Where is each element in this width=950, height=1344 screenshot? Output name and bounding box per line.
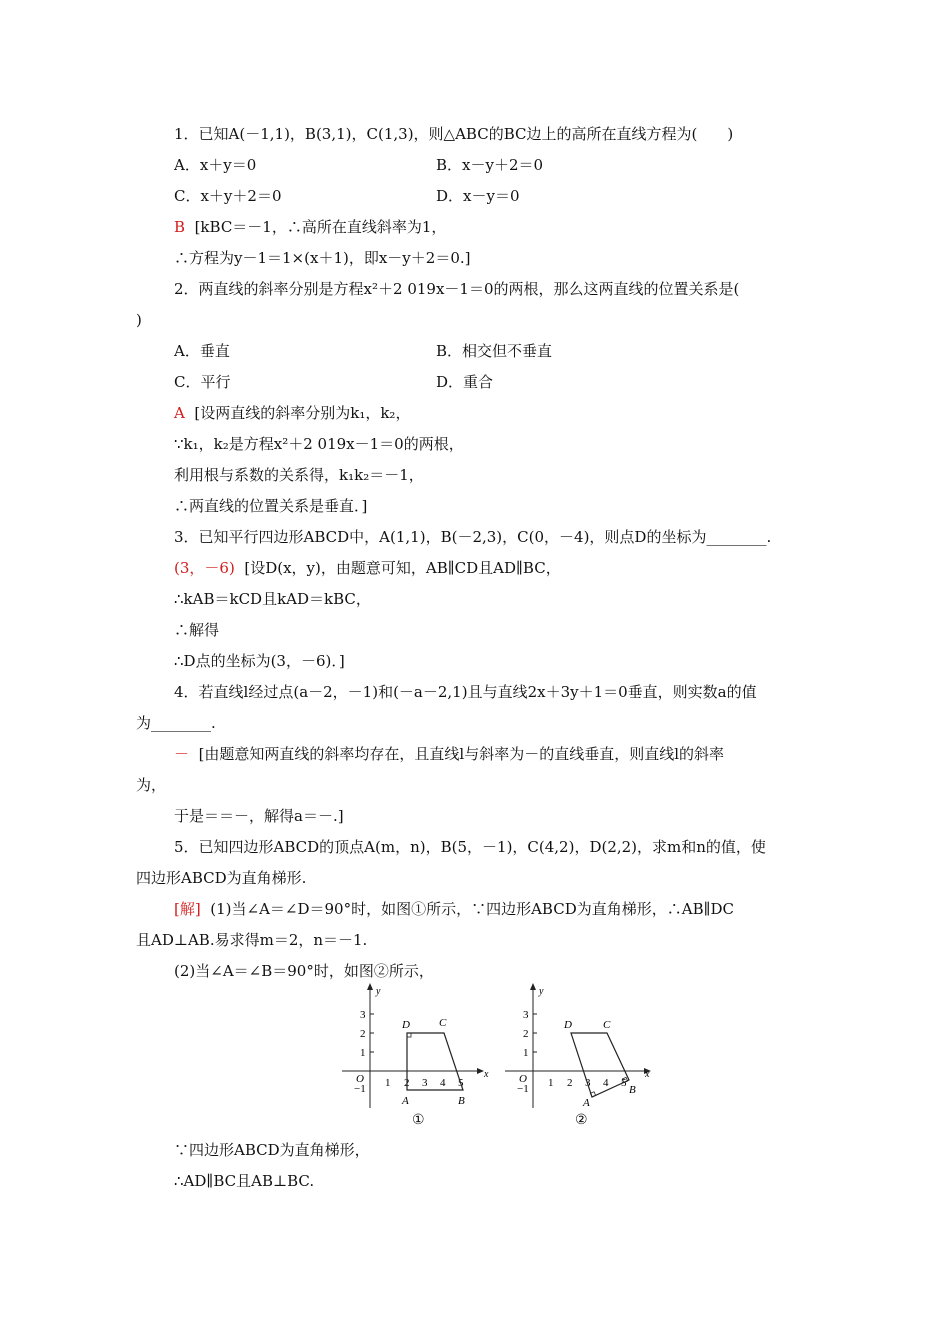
q2-sol3: 利用根与系数的关系得，k₁k₂＝－1， xyxy=(174,466,424,484)
q5-sol2: 且AD⊥AB.易求得m＝2，n＝－1. xyxy=(136,931,368,949)
fig2-label-b: B xyxy=(629,1084,636,1096)
q2-stem-cont: ) xyxy=(136,311,142,329)
q5-tag: [解] xyxy=(174,900,201,918)
fig2-xtick-4: 4 xyxy=(603,1077,609,1089)
q5-solution-line1 xyxy=(174,899,734,919)
q2-option-b: B．相交但不垂直 xyxy=(436,342,553,360)
fig2-ytick-neg1: −1 xyxy=(517,1083,529,1095)
q1-stem: 1．已知A(－1,1)，B(3,1)，C(1,3)，则△ABC的BC边上的高所在直线方程为( ) xyxy=(174,125,734,143)
q4-answer: － xyxy=(174,745,190,763)
fig1-xtick-1: 1 xyxy=(385,1077,391,1089)
q1-option-c: C．x＋y＋2＝0 xyxy=(174,187,282,205)
figure-2 xyxy=(493,980,658,1134)
fig1-label-c: C xyxy=(439,1017,447,1029)
q4-sol3: 于是＝＝－，解得a＝－.] xyxy=(174,807,344,825)
q5-sol3: (2)当∠A＝∠B＝90°时，如图②所示， xyxy=(174,962,434,980)
fig1-caption: ① xyxy=(412,1112,425,1128)
fig1-label-d: D xyxy=(402,1019,410,1031)
q1-option-b: B．x－y＋2＝0 xyxy=(436,156,544,174)
q5-sol5: ∴AD∥BC且AB⊥BC. xyxy=(174,1172,315,1190)
q1-answer: B xyxy=(174,218,186,236)
fig2-label-a: A xyxy=(583,1097,590,1109)
q2-sol1: [设两直线的斜率分别为k₁，k₂， xyxy=(194,404,411,422)
fig1-ytick-1: 1 xyxy=(360,1047,366,1059)
fig2-xtick-1: 1 xyxy=(548,1077,554,1089)
fig2-caption: ② xyxy=(575,1112,588,1128)
q4-solution-line1 xyxy=(174,744,724,764)
fig1-label-a: A xyxy=(402,1095,409,1107)
q3-sol1: [设D(x，y)，由题意可知，AB∥CD且AD∥BC， xyxy=(244,559,561,577)
q4-stem: 4．若直线l经过点(a－2，－1)和(－a－2,1)且与直线2x＋3y＋1＝0垂直，则实数a的值 xyxy=(174,683,757,701)
fig1-label-b: B xyxy=(458,1095,465,1107)
fig1-xtick-5: 5 xyxy=(458,1077,464,1089)
q1-sol1: [kBC＝－1，∴高所在直线斜率为1， xyxy=(194,218,447,236)
q2-sol2: ∵k₁，k₂是方程x²＋2 019x－1＝0的两根， xyxy=(174,435,464,453)
fig1-trapezoid xyxy=(407,1033,463,1090)
q4-sol1: [由题意知两直线的斜率均存在，且直线l与斜率为－的直线垂直，则直线l的斜率 xyxy=(198,745,725,763)
fig2-xtick-2: 2 xyxy=(567,1077,573,1089)
q5-sol1: (1)当∠A＝∠D＝90°时，如图①所示，∵四边形ABCD为直角梯形，∴AB∥DC xyxy=(210,900,735,918)
figure-1 xyxy=(330,980,490,1134)
fig2-ytick-2: 2 xyxy=(523,1028,529,1040)
fig1-y-label: y xyxy=(376,986,381,997)
fig1-ytick-neg1: −1 xyxy=(354,1083,366,1095)
q2-solution-line1 xyxy=(174,403,410,423)
q1-option-a: A．x＋y＝0 xyxy=(174,156,257,174)
fig1-origin: O xyxy=(356,1073,364,1085)
q2-sol4: ∴两直线的位置关系是垂直．] xyxy=(174,497,368,515)
fig2-ytick-3: 3 xyxy=(523,1009,529,1021)
q2-option-d: D．重合 xyxy=(436,373,494,391)
q3-solution-line1 xyxy=(174,558,561,578)
q3-stem: 3．已知平行四边形ABCD中，A(1,1)，B(－2,3)，C(0，－4)，则点D的坐标为________. xyxy=(174,528,772,546)
fig2-label-c: C xyxy=(603,1019,611,1031)
fig1-x-label: x xyxy=(484,1069,489,1080)
fig1-ytick-3: 3 xyxy=(360,1009,366,1021)
q2-option-c: C．平行 xyxy=(174,373,231,391)
fig2-y-label: y xyxy=(539,986,544,997)
fig1-ytick-2: 2 xyxy=(360,1028,366,1040)
fig1-xtick-2: 2 xyxy=(404,1077,410,1089)
q4-sol2: 为， xyxy=(136,776,167,794)
fig2-xtick-3: 3 xyxy=(585,1077,591,1089)
q3-sol2: ∴kAB＝kCD且kAD＝kBC， xyxy=(174,590,371,608)
fig2-origin: O xyxy=(519,1073,527,1085)
q3-sol4: ∴D点的坐标为(3，－6)．] xyxy=(174,652,345,670)
q2-option-a: A．垂直 xyxy=(174,342,230,360)
q2-answer: A xyxy=(174,404,185,422)
fig2-label-d: D xyxy=(564,1019,572,1031)
q5-sol4: ∵四边形ABCD为直角梯形， xyxy=(174,1141,370,1159)
q5-stem-cont: 四边形ABCD为直角梯形. xyxy=(136,869,307,887)
fig2-xtick-5: 5 xyxy=(621,1077,627,1089)
q3-answer: (3，－6) xyxy=(174,559,235,577)
fig1-xtick-3: 3 xyxy=(422,1077,428,1089)
q3-sol3: ∴解得 xyxy=(174,621,220,639)
q2-stem: 2．两直线的斜率分别是方程x²＋2 019x－1＝0的两根，那么这两直线的位置关系是( xyxy=(174,280,740,298)
fig2-x-label: x xyxy=(645,1069,650,1080)
q1-option-d: D．x－y＝0 xyxy=(436,187,520,205)
fig2-ytick-1: 1 xyxy=(523,1047,529,1059)
fig1-xtick-4: 4 xyxy=(440,1077,446,1089)
q4-stem-cont: 为________. xyxy=(136,714,216,732)
q1-solution-line1 xyxy=(174,217,446,237)
q1-sol2: ∴方程为y－1＝1×(x＋1)，即x－y＋2＝0.] xyxy=(174,249,471,267)
q5-stem: 5．已知四边形ABCD的顶点A(m，n)，B(5，－1)，C(4,2)，D(2,2)，求m和n的值，使 xyxy=(174,838,766,856)
